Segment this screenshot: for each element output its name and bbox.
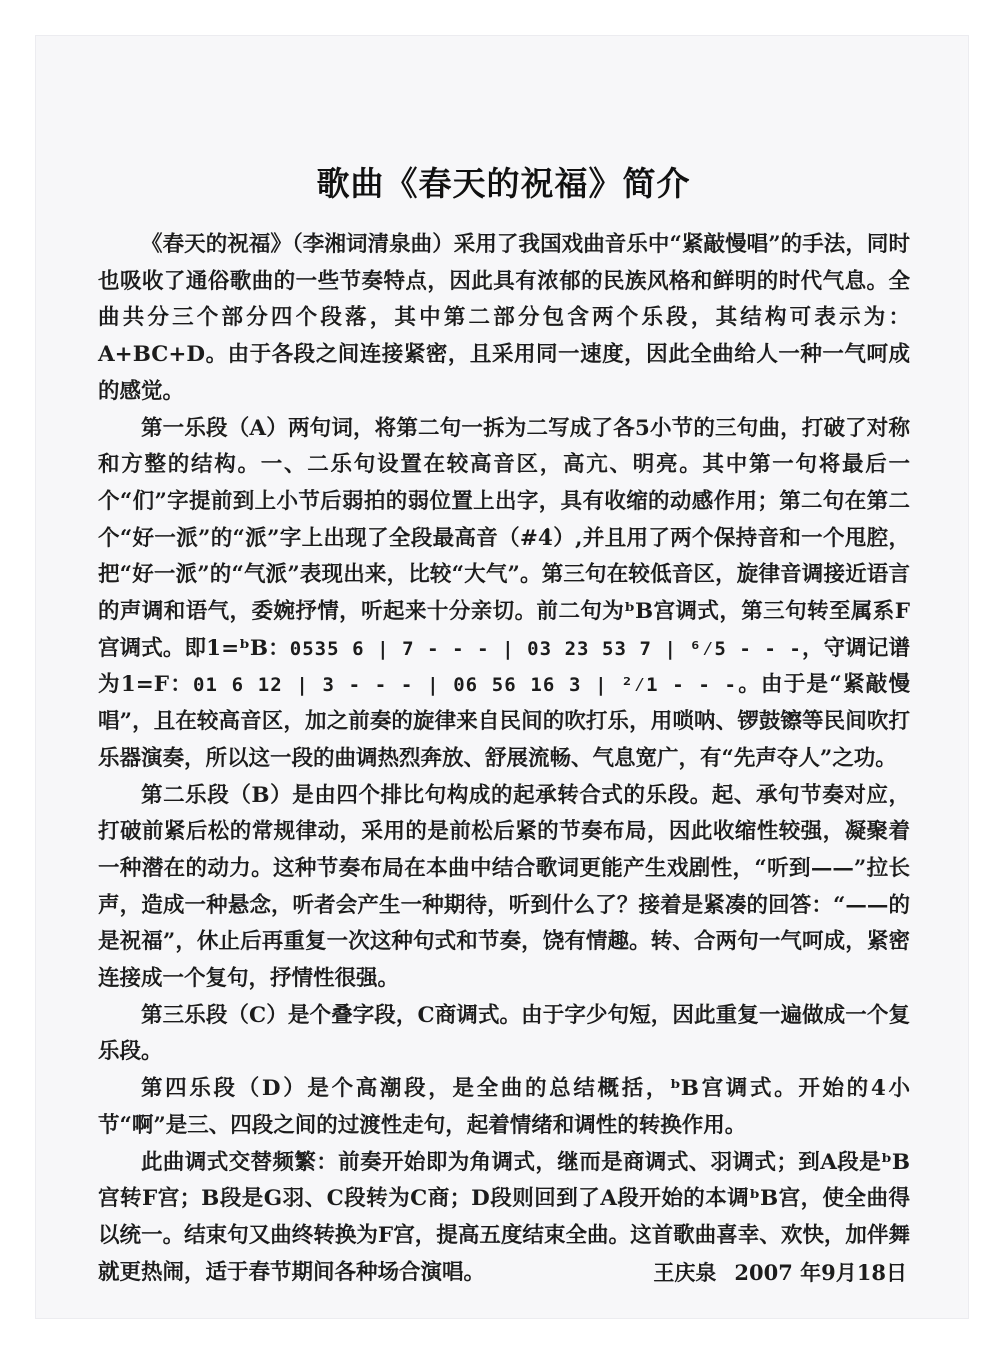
paragraph-section-d: 第四乐段（D）是个高潮段，是全曲的总结概括，ᵇB宫调式。开始的4小节“啊”是三、四段之间的过渡性走句，起着情绪和调性的转换作用。 (98, 1076, 910, 1138)
section-a-text: 第一乐段（A）两句词，将第二句一拆为二写成了各5小节的三句曲，打破了对称和方整的结构。一、二乐句设置在较高音区，高亢、明亮。其中第一句将最后一个“们”字提前到上小节后弱拍的弱位置上出字，具有收缩的动感作用；第二句在第二个“好一派”的“派”字上出现了全段最高音（#4̇）,并且用了两个保持音和一个甩腔，把“好一派”的“气派”表现出来，比较“大气”。第三句在较低音区，旋律音调接近语言的声调和语气，委婉抒情，听起来十分亲切。前二句为ᵇB宫调式，第三句转至属系F宫调式。即1=ᵇB： (98, 415, 910, 661)
signature-line (653, 1257, 907, 1287)
page-title: 歌曲《春天的祝福》简介 (316, 164, 691, 203)
paragraph-section-c: 第三乐段（C）是个叠字段，C商调式。由于字少句短，因此重复一遍做成一个复乐段。 (98, 1002, 910, 1065)
article-body (98, 227, 910, 1291)
music-notation-f: 01 6 12 | 3 - - - | 06 56 16 3 | ²⁄1 - - - (193, 674, 737, 697)
author-name: 王庆泉 (653, 1260, 717, 1285)
signature-date: 2007 年9月18日 (734, 1260, 907, 1285)
section-a-mid: ，守调记谱为1=F： (98, 635, 910, 698)
paragraph-intro: 《春天的祝福》（李湘词清泉曲）采用了我国戏曲音乐中“紧敲慢唱”的手法，同时也吸收了通俗歌曲的一些节奏特点，因此具有浓郁的民族风格和鲜明的时代气息。全曲共分三个部分四个段落，其中第二部分包含两个乐段，其结构可表示为：A+BC+D。由于各段之间连接紧密，且采用同一速度，因此全曲给人一种一气呵成的感觉。 (98, 232, 910, 404)
music-notation-bb: 0535 6 | 7 - - - | 03 23 53 7 | ⁶⁄5 - - - (289, 637, 802, 660)
paragraph-section-a (98, 411, 910, 778)
paragraph-section-b: 第二乐段（B）是由四个排比句构成的起承转合式的乐段。起、承句节奏对应，打破前紧后松的常规律动，采用的是前松后紧的节奏布局，因此收缩性较强，凝聚着一种潜在的动力。这种节奏布局在本曲中结合歌词更能产生戏剧性，“听到——”拉长声，造成一种悬念，听者会产生一种期待，听到什么了？接着是紧凑的回答：“——的是祝福”，休止后再重复一次这种句式和节奏，饶有情趣。转、合两句一气呵成，紧密连接成一个复句，抒情性很强。 (98, 782, 910, 992)
paragraph-modes: 此曲调式交替频繁：前奏开始即为角调式，继而是商调式、羽调式；到A段是ᵇB宫转F宫；B段是G羽、C段转为C商；D段则回到了A段开始的本调ᵇB宫，使全曲得以统一。结束句又曲终转换为F宫，提高五度结束全曲。这首歌曲喜幸、欢快，加伴舞就更热闹，适于春节期间各种场合演唱。 (98, 1149, 910, 1285)
section-a-end: 。由于是“紧敲慢唱”，且在较高音区，加之前奏的旋律来自民间的吹打乐，用唢呐、锣鼓镲等民间吹打乐器演奏，所以这一段的曲调热烈奔放、舒展流畅、气息宽广，有“先声夺人”之功。 (98, 672, 910, 771)
